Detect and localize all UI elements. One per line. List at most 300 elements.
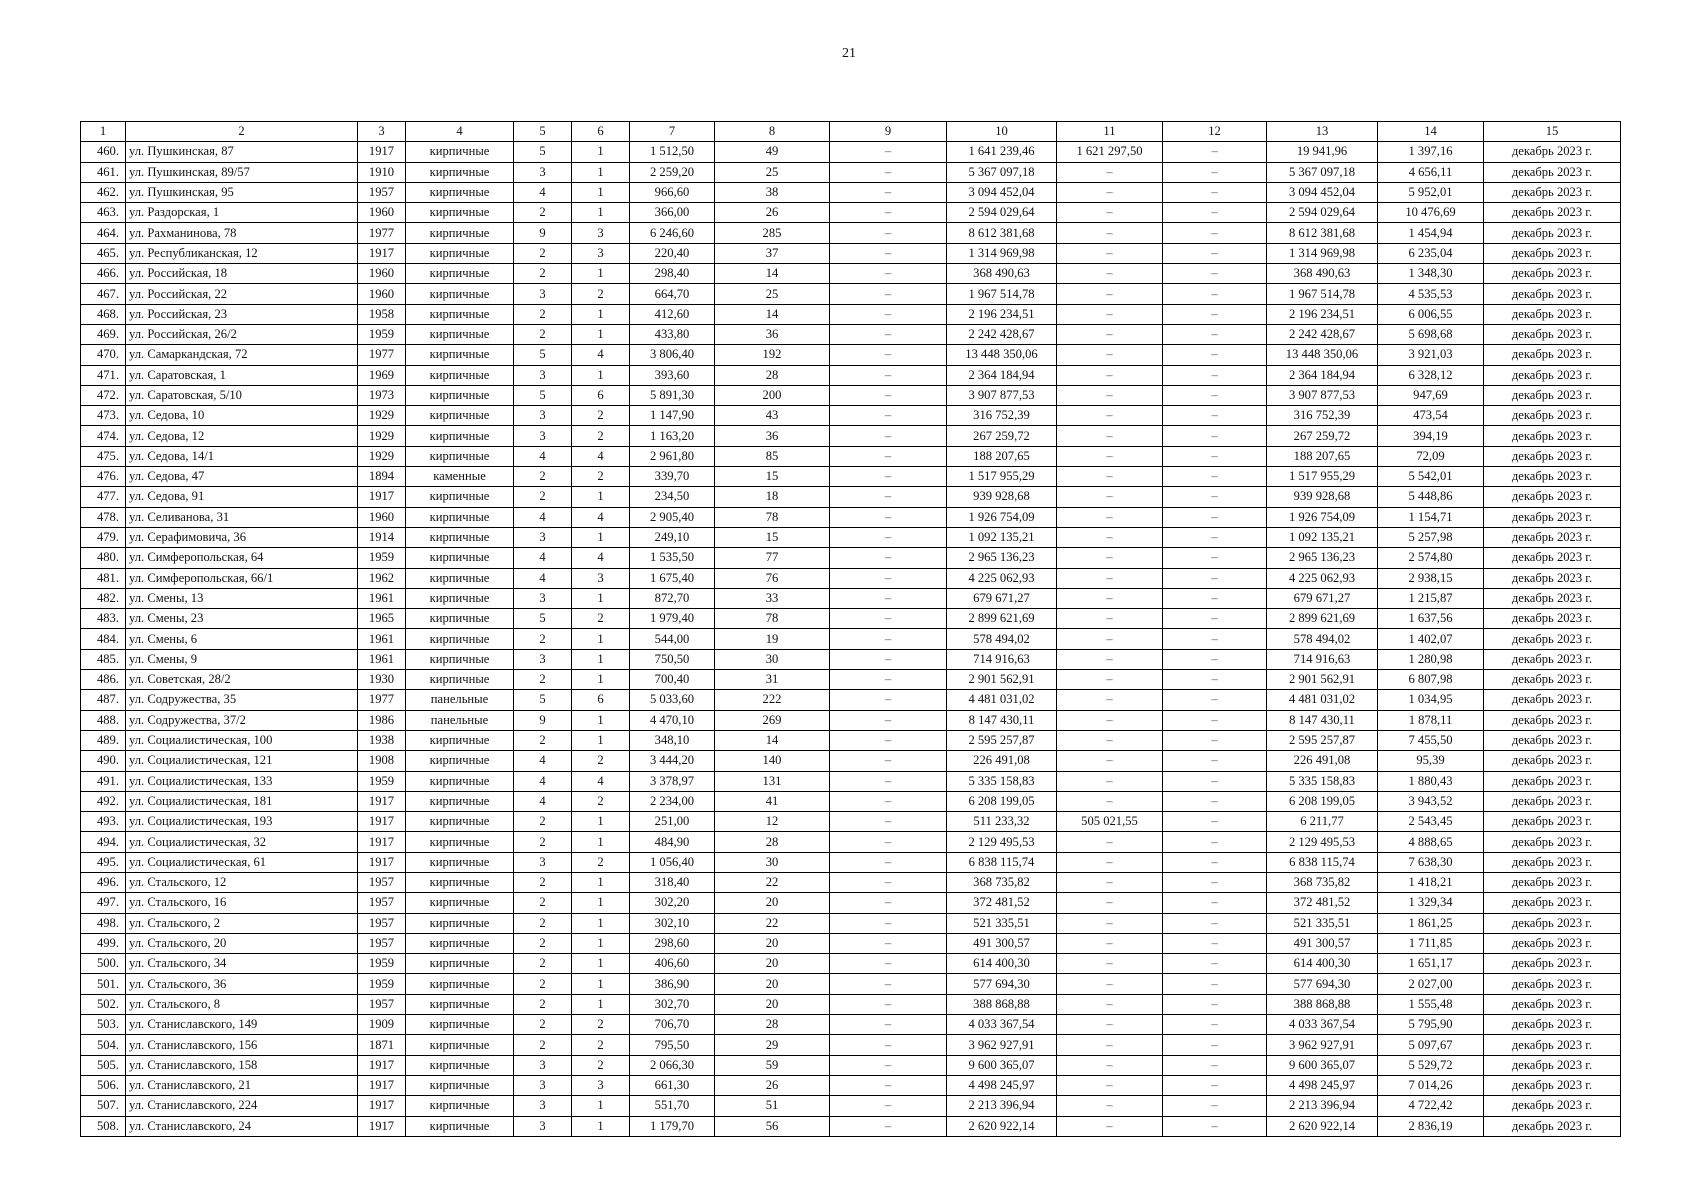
- deadline-cell: декабрь 2023 г.: [1484, 588, 1621, 608]
- col12-cell: –: [1163, 264, 1267, 284]
- col14-cell: 1 555,48: [1378, 994, 1484, 1014]
- area-cell: 406,60: [630, 954, 715, 974]
- floors-cell: 3: [514, 1116, 572, 1136]
- col9-cell: –: [830, 446, 947, 466]
- row-number-cell: 493.: [81, 812, 126, 832]
- table-row: [81, 1055, 1621, 1075]
- col14-cell: 1 154,71: [1378, 507, 1484, 527]
- year-built-cell: 1959: [358, 548, 406, 568]
- floors-cell: 9: [514, 223, 572, 243]
- col12-cell: –: [1163, 629, 1267, 649]
- row-number-cell: 504.: [81, 1035, 126, 1055]
- entrances-cell: 1: [572, 954, 630, 974]
- col13-cell: 1 967 514,78: [1267, 284, 1378, 304]
- col11-cell: –: [1057, 974, 1163, 994]
- page-number: 21: [842, 46, 856, 61]
- deadline-cell: декабрь 2023 г.: [1484, 324, 1621, 344]
- col13-cell: 6 838 115,74: [1267, 852, 1378, 872]
- row-number-cell: 485.: [81, 649, 126, 669]
- col9-cell: –: [830, 913, 947, 933]
- residents-cell: 28: [715, 832, 830, 852]
- column-number-header: 2: [126, 122, 358, 142]
- col11-cell: –: [1057, 872, 1163, 892]
- residents-cell: 49: [715, 142, 830, 162]
- col14-cell: 3 943,52: [1378, 791, 1484, 811]
- deadline-cell: декабрь 2023 г.: [1484, 243, 1621, 263]
- total-cost-cell: 6 838 115,74: [947, 852, 1057, 872]
- entrances-cell: 1: [572, 670, 630, 690]
- entrances-cell: 1: [572, 162, 630, 182]
- col9-cell: –: [830, 852, 947, 872]
- col13-cell: 9 600 365,07: [1267, 1055, 1378, 1075]
- column-number-header: 9: [830, 122, 947, 142]
- address-cell: ул. Стальского, 20: [126, 933, 358, 953]
- col12-cell: –: [1163, 933, 1267, 953]
- col13-cell: 578 494,02: [1267, 629, 1378, 649]
- col11-cell: –: [1057, 1075, 1163, 1095]
- year-built-cell: 1961: [358, 629, 406, 649]
- entrances-cell: 3: [572, 568, 630, 588]
- col11-cell: –: [1057, 568, 1163, 588]
- table-row: [81, 791, 1621, 811]
- table-row: [81, 446, 1621, 466]
- col9-cell: –: [830, 182, 947, 202]
- year-built-cell: 1957: [358, 933, 406, 953]
- wall-material-cell: кирпичные: [406, 649, 514, 669]
- col14-cell: 6 807,98: [1378, 670, 1484, 690]
- wall-material-cell: кирпичные: [406, 1096, 514, 1116]
- col12-cell: –: [1163, 203, 1267, 223]
- col9-cell: –: [830, 162, 947, 182]
- entrances-cell: 1: [572, 812, 630, 832]
- total-cost-cell: 8 147 430,11: [947, 710, 1057, 730]
- col12-cell: –: [1163, 1096, 1267, 1116]
- deadline-cell: декабрь 2023 г.: [1484, 974, 1621, 994]
- residents-cell: 15: [715, 527, 830, 547]
- wall-material-cell: кирпичные: [406, 1055, 514, 1075]
- total-cost-cell: 2 620 922,14: [947, 1116, 1057, 1136]
- col12-cell: –: [1163, 304, 1267, 324]
- col14-cell: 1 402,07: [1378, 629, 1484, 649]
- wall-material-cell: кирпичные: [406, 954, 514, 974]
- column-number-header: 6: [572, 122, 630, 142]
- table-row: [81, 1096, 1621, 1116]
- area-cell: 664,70: [630, 284, 715, 304]
- col9-cell: –: [830, 324, 947, 344]
- table-row: [81, 223, 1621, 243]
- row-number-cell: 490.: [81, 751, 126, 771]
- total-cost-cell: 939 928,68: [947, 487, 1057, 507]
- residents-cell: 36: [715, 324, 830, 344]
- col12-cell: –: [1163, 142, 1267, 162]
- row-number-cell: 476.: [81, 467, 126, 487]
- row-number-cell: 489.: [81, 730, 126, 750]
- col12-cell: –: [1163, 751, 1267, 771]
- area-cell: 3 378,97: [630, 771, 715, 791]
- year-built-cell: 1960: [358, 203, 406, 223]
- wall-material-cell: кирпичные: [406, 243, 514, 263]
- row-number-cell: 467.: [81, 284, 126, 304]
- col12-cell: –: [1163, 913, 1267, 933]
- col9-cell: –: [830, 751, 947, 771]
- col13-cell: 1 926 754,09: [1267, 507, 1378, 527]
- col12-cell: –: [1163, 974, 1267, 994]
- entrances-cell: 4: [572, 771, 630, 791]
- address-cell: ул. Седова, 14/1: [126, 446, 358, 466]
- residents-cell: 20: [715, 974, 830, 994]
- residents-cell: 269: [715, 710, 830, 730]
- floors-cell: 2: [514, 1035, 572, 1055]
- floors-cell: 2: [514, 243, 572, 263]
- wall-material-cell: кирпичные: [406, 974, 514, 994]
- table-row: [81, 548, 1621, 568]
- table-row: [81, 487, 1621, 507]
- col12-cell: –: [1163, 324, 1267, 344]
- wall-material-cell: кирпичные: [406, 142, 514, 162]
- area-cell: 298,40: [630, 264, 715, 284]
- total-cost-cell: 1 314 969,98: [947, 243, 1057, 263]
- address-cell: ул. Станиславского, 21: [126, 1075, 358, 1095]
- col13-cell: 2 899 621,69: [1267, 609, 1378, 629]
- wall-material-cell: кирпичные: [406, 1015, 514, 1035]
- floors-cell: 2: [514, 264, 572, 284]
- table-row: [81, 913, 1621, 933]
- col12-cell: –: [1163, 1116, 1267, 1136]
- floors-cell: 3: [514, 588, 572, 608]
- col11-cell: –: [1057, 771, 1163, 791]
- col9-cell: –: [830, 1075, 947, 1095]
- total-cost-cell: 388 868,88: [947, 994, 1057, 1014]
- col9-cell: –: [830, 832, 947, 852]
- year-built-cell: 1977: [358, 345, 406, 365]
- address-cell: ул. Саратовская, 1: [126, 365, 358, 385]
- housing-registry-table: [80, 121, 1621, 1137]
- col12-cell: –: [1163, 690, 1267, 710]
- table-row: [81, 710, 1621, 730]
- row-number-cell: 499.: [81, 933, 126, 953]
- residents-cell: 200: [715, 385, 830, 405]
- entrances-cell: 2: [572, 609, 630, 629]
- entrances-cell: 6: [572, 385, 630, 405]
- address-cell: ул. Социалистическая, 193: [126, 812, 358, 832]
- row-number-cell: 477.: [81, 487, 126, 507]
- deadline-cell: декабрь 2023 г.: [1484, 609, 1621, 629]
- col14-cell: 5 097,67: [1378, 1035, 1484, 1055]
- col11-cell: –: [1057, 182, 1163, 202]
- wall-material-cell: кирпичные: [406, 588, 514, 608]
- deadline-cell: декабрь 2023 г.: [1484, 893, 1621, 913]
- deadline-cell: декабрь 2023 г.: [1484, 730, 1621, 750]
- col13-cell: 4 498 245,97: [1267, 1075, 1378, 1095]
- col13-cell: 267 259,72: [1267, 426, 1378, 446]
- col13-cell: 316 752,39: [1267, 406, 1378, 426]
- floors-cell: 3: [514, 426, 572, 446]
- residents-cell: 26: [715, 1075, 830, 1095]
- floors-cell: 2: [514, 304, 572, 324]
- year-built-cell: 1917: [358, 142, 406, 162]
- area-cell: 484,90: [630, 832, 715, 852]
- area-cell: 2 066,30: [630, 1055, 715, 1075]
- col9-cell: –: [830, 791, 947, 811]
- address-cell: ул. Седова, 47: [126, 467, 358, 487]
- total-cost-cell: 511 233,32: [947, 812, 1057, 832]
- col9-cell: –: [830, 954, 947, 974]
- floors-cell: 3: [514, 406, 572, 426]
- address-cell: ул. Республиканская, 12: [126, 243, 358, 263]
- address-cell: ул. Станиславского, 156: [126, 1035, 358, 1055]
- area-cell: 2 234,00: [630, 791, 715, 811]
- col13-cell: 577 694,30: [1267, 974, 1378, 994]
- address-cell: ул. Социалистическая, 181: [126, 791, 358, 811]
- address-cell: ул. Стальского, 36: [126, 974, 358, 994]
- col9-cell: –: [830, 1015, 947, 1035]
- address-cell: ул. Стальского, 8: [126, 994, 358, 1014]
- col12-cell: –: [1163, 487, 1267, 507]
- row-number-cell: 495.: [81, 852, 126, 872]
- entrances-cell: 3: [572, 1075, 630, 1095]
- col12-cell: –: [1163, 284, 1267, 304]
- col12-cell: –: [1163, 548, 1267, 568]
- deadline-cell: декабрь 2023 г.: [1484, 771, 1621, 791]
- col11-cell: –: [1057, 588, 1163, 608]
- col9-cell: –: [830, 467, 947, 487]
- entrances-cell: 1: [572, 203, 630, 223]
- col11-cell: –: [1057, 487, 1163, 507]
- floors-cell: 2: [514, 933, 572, 953]
- col13-cell: 3 094 452,04: [1267, 182, 1378, 202]
- col9-cell: –: [830, 872, 947, 892]
- residents-cell: 20: [715, 954, 830, 974]
- col14-cell: 1 711,85: [1378, 933, 1484, 953]
- wall-material-cell: кирпичные: [406, 994, 514, 1014]
- residents-cell: 33: [715, 588, 830, 608]
- year-built-cell: 1959: [358, 974, 406, 994]
- residents-cell: 85: [715, 446, 830, 466]
- col12-cell: –: [1163, 791, 1267, 811]
- table-row: [81, 1116, 1621, 1136]
- total-cost-cell: 714 916,63: [947, 649, 1057, 669]
- col13-cell: 2 594 029,64: [1267, 203, 1378, 223]
- table-row: [81, 629, 1621, 649]
- table-row: [81, 1035, 1621, 1055]
- area-cell: 551,70: [630, 1096, 715, 1116]
- residents-cell: 29: [715, 1035, 830, 1055]
- area-cell: 1 163,20: [630, 426, 715, 446]
- col14-cell: 473,54: [1378, 406, 1484, 426]
- area-cell: 339,70: [630, 467, 715, 487]
- col13-cell: 5 335 158,83: [1267, 771, 1378, 791]
- year-built-cell: 1961: [358, 588, 406, 608]
- column-number-row: [81, 122, 1621, 142]
- col12-cell: –: [1163, 730, 1267, 750]
- residents-cell: 51: [715, 1096, 830, 1116]
- total-cost-cell: 226 491,08: [947, 751, 1057, 771]
- deadline-cell: декабрь 2023 г.: [1484, 852, 1621, 872]
- row-number-cell: 464.: [81, 223, 126, 243]
- residents-cell: 78: [715, 609, 830, 629]
- column-number-header: 3: [358, 122, 406, 142]
- floors-cell: 2: [514, 913, 572, 933]
- residents-cell: 22: [715, 872, 830, 892]
- col12-cell: –: [1163, 670, 1267, 690]
- area-cell: 251,00: [630, 812, 715, 832]
- year-built-cell: 1917: [358, 812, 406, 832]
- col11-cell: 1 621 297,50: [1057, 142, 1163, 162]
- address-cell: ул. Саратовская, 5/10: [126, 385, 358, 405]
- column-number-header: 13: [1267, 122, 1378, 142]
- area-cell: 5 033,60: [630, 690, 715, 710]
- entrances-cell: 2: [572, 751, 630, 771]
- address-cell: ул. Стальского, 16: [126, 893, 358, 913]
- floors-cell: 2: [514, 872, 572, 892]
- address-cell: ул. Рахманинова, 78: [126, 223, 358, 243]
- entrances-cell: 1: [572, 872, 630, 892]
- row-number-cell: 481.: [81, 568, 126, 588]
- total-cost-cell: 521 335,51: [947, 913, 1057, 933]
- wall-material-cell: кирпичные: [406, 304, 514, 324]
- deadline-cell: декабрь 2023 г.: [1484, 1015, 1621, 1035]
- area-cell: 966,60: [630, 182, 715, 202]
- entrances-cell: 3: [572, 243, 630, 263]
- floors-cell: 3: [514, 649, 572, 669]
- floors-cell: 3: [514, 284, 572, 304]
- entrances-cell: 2: [572, 1035, 630, 1055]
- address-cell: ул. Социалистическая, 121: [126, 751, 358, 771]
- address-cell: ул. Социалистическая, 133: [126, 771, 358, 791]
- col11-cell: –: [1057, 832, 1163, 852]
- row-number-cell: 483.: [81, 609, 126, 629]
- residents-cell: 78: [715, 507, 830, 527]
- area-cell: 1 979,40: [630, 609, 715, 629]
- residents-cell: 28: [715, 365, 830, 385]
- table-row: [81, 730, 1621, 750]
- area-cell: 706,70: [630, 1015, 715, 1035]
- floors-cell: 4: [514, 548, 572, 568]
- col12-cell: –: [1163, 426, 1267, 446]
- area-cell: 1 512,50: [630, 142, 715, 162]
- wall-material-cell: кирпичные: [406, 629, 514, 649]
- col9-cell: –: [830, 1055, 947, 1075]
- year-built-cell: 1960: [358, 507, 406, 527]
- total-cost-cell: 1 092 135,21: [947, 527, 1057, 547]
- col13-cell: 226 491,08: [1267, 751, 1378, 771]
- wall-material-cell: кирпичные: [406, 730, 514, 750]
- col9-cell: –: [830, 1116, 947, 1136]
- col11-cell: –: [1057, 264, 1163, 284]
- floors-cell: 3: [514, 527, 572, 547]
- col13-cell: 2 965 136,23: [1267, 548, 1378, 568]
- deadline-cell: декабрь 2023 г.: [1484, 913, 1621, 933]
- total-cost-cell: 578 494,02: [947, 629, 1057, 649]
- wall-material-cell: кирпичные: [406, 751, 514, 771]
- area-cell: 4 470,10: [630, 710, 715, 730]
- column-number-header: 11: [1057, 122, 1163, 142]
- col9-cell: –: [830, 426, 947, 446]
- residents-cell: 20: [715, 994, 830, 1014]
- col12-cell: –: [1163, 162, 1267, 182]
- area-cell: 318,40: [630, 872, 715, 892]
- col12-cell: –: [1163, 649, 1267, 669]
- residents-cell: 26: [715, 203, 830, 223]
- col11-cell: –: [1057, 385, 1163, 405]
- wall-material-cell: кирпичные: [406, 812, 514, 832]
- entrances-cell: 1: [572, 487, 630, 507]
- year-built-cell: 1917: [358, 1116, 406, 1136]
- row-number-cell: 482.: [81, 588, 126, 608]
- area-cell: 544,00: [630, 629, 715, 649]
- row-number-cell: 508.: [81, 1116, 126, 1136]
- col12-cell: –: [1163, 182, 1267, 202]
- entrances-cell: 1: [572, 994, 630, 1014]
- wall-material-cell: кирпичные: [406, 324, 514, 344]
- residents-cell: 20: [715, 893, 830, 913]
- row-number-cell: 461.: [81, 162, 126, 182]
- floors-cell: 4: [514, 771, 572, 791]
- entrances-cell: 1: [572, 974, 630, 994]
- floors-cell: 2: [514, 974, 572, 994]
- col12-cell: –: [1163, 527, 1267, 547]
- entrances-cell: 2: [572, 791, 630, 811]
- residents-cell: 18: [715, 487, 830, 507]
- row-number-cell: 487.: [81, 690, 126, 710]
- col13-cell: 679 671,27: [1267, 588, 1378, 608]
- entrances-cell: 1: [572, 365, 630, 385]
- col11-cell: –: [1057, 1055, 1163, 1075]
- year-built-cell: 1938: [358, 730, 406, 750]
- col9-cell: –: [830, 649, 947, 669]
- residents-cell: 15: [715, 467, 830, 487]
- wall-material-cell: каменные: [406, 467, 514, 487]
- col11-cell: –: [1057, 954, 1163, 974]
- col12-cell: –: [1163, 812, 1267, 832]
- col9-cell: –: [830, 812, 947, 832]
- col13-cell: 4 225 062,93: [1267, 568, 1378, 588]
- col9-cell: –: [830, 223, 947, 243]
- row-number-cell: 502.: [81, 994, 126, 1014]
- col11-cell: 505 021,55: [1057, 812, 1163, 832]
- col13-cell: 1 517 955,29: [1267, 467, 1378, 487]
- floors-cell: 5: [514, 609, 572, 629]
- entrances-cell: 1: [572, 832, 630, 852]
- deadline-cell: декабрь 2023 г.: [1484, 812, 1621, 832]
- floors-cell: 5: [514, 345, 572, 365]
- year-built-cell: 1917: [358, 1055, 406, 1075]
- deadline-cell: декабрь 2023 г.: [1484, 791, 1621, 811]
- area-cell: 298,60: [630, 933, 715, 953]
- row-number-cell: 469.: [81, 324, 126, 344]
- col9-cell: –: [830, 609, 947, 629]
- col14-cell: 1 348,30: [1378, 264, 1484, 284]
- deadline-cell: декабрь 2023 г.: [1484, 426, 1621, 446]
- col13-cell: 6 208 199,05: [1267, 791, 1378, 811]
- table-row: [81, 852, 1621, 872]
- residents-cell: 28: [715, 1015, 830, 1035]
- table-row: [81, 872, 1621, 892]
- floors-cell: 2: [514, 893, 572, 913]
- col9-cell: –: [830, 730, 947, 750]
- floors-cell: 2: [514, 832, 572, 852]
- year-built-cell: 1917: [358, 487, 406, 507]
- total-cost-cell: 2 965 136,23: [947, 548, 1057, 568]
- deadline-cell: декабрь 2023 г.: [1484, 710, 1621, 730]
- deadline-cell: декабрь 2023 г.: [1484, 1096, 1621, 1116]
- address-cell: ул. Седова, 10: [126, 406, 358, 426]
- floors-cell: 2: [514, 730, 572, 750]
- area-cell: 302,10: [630, 913, 715, 933]
- row-number-cell: 503.: [81, 1015, 126, 1035]
- wall-material-cell: кирпичные: [406, 446, 514, 466]
- deadline-cell: декабрь 2023 г.: [1484, 304, 1621, 324]
